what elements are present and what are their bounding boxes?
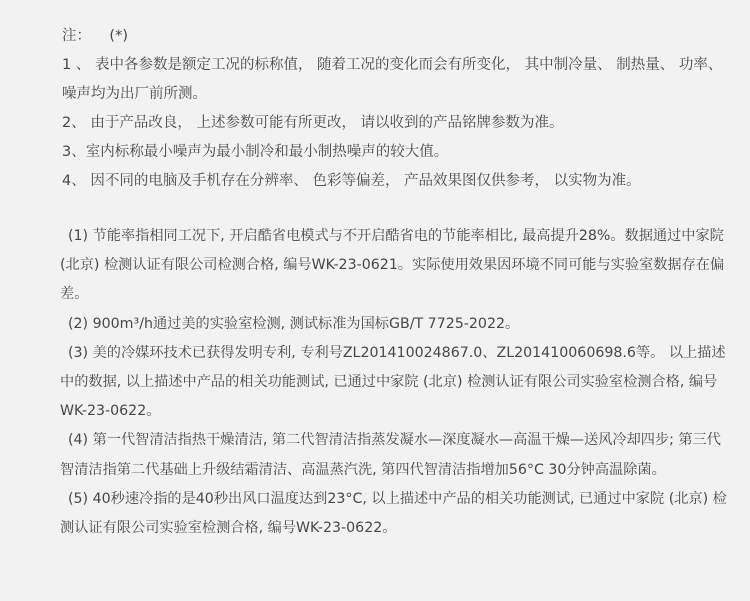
- notes-heading: 注： (*): [62, 28, 129, 44]
- footnote-3: (3) 美的冷媒环技术已获得发明专利, 专利号ZL201410024867.0、ZL201410060698.6等。 以上描述中的数据, 以上描述中产品的相关功能测试, 已通过中家院 (北京) 检测认证有限公司实验室检测合格, 编号WK-23-0622。: [60, 344, 726, 420]
- footnote-5: (5) 40秒速冷指的是40秒出风口温度达到23°C, 以上描述中产品的相关功能测试, 已通过中家院 (北京) 检测认证有限公司实验室检测合格, 编号WK-23-0622。: [60, 490, 727, 537]
- note-item-1: 1 、 表中各参数是额定工况的标称值， 随着工况的变化而会有所变化， 其中制冷量、 制热量、 功率、 噪声均为出厂前所测。: [62, 57, 723, 102]
- note-item-2: 2、 由于产品改良， 上述参数可能有所更改， 请以收到的产品铭牌参数为准。: [62, 115, 564, 131]
- footnote-2: (2) 900m³/h通过美的实验室检测, 测试标准为国标GB/T 7725-2022。: [68, 315, 520, 332]
- footnote-1: (1) 节能率指相同工况下, 开启酷省电模式与不开启酷省电的节能率相比, 最高提升28%。数据通过中家院 (北京) 检测认证有限公司检测合格, 编号WK-23-0621。实际使用效果因环境不同可能与实验室数据存在偏差。: [60, 228, 725, 303]
- footnotes-section: [60, 222, 728, 543]
- note-item-3: 3、室内标称最小噪声为最小制冷和最小制热噪声的较大值。: [62, 144, 449, 160]
- notes-section: [62, 22, 732, 196]
- note-item-4: 4、 因不同的电脑及手机存在分辨率、 色彩等偏差， 产品效果图仅供参考， 以实物为准。: [62, 173, 641, 189]
- footnote-4: (4) 第一代智清洁指热干燥清洁, 第二代智清洁指蒸发凝水—深度凝水—高温干燥—送风冷却四步; 第三代智清洁指第二代基础上升级结霜清洁、高温蒸汽洗, 第四代智清洁指增加56°C 30分钟高温除菌。: [60, 432, 721, 478]
